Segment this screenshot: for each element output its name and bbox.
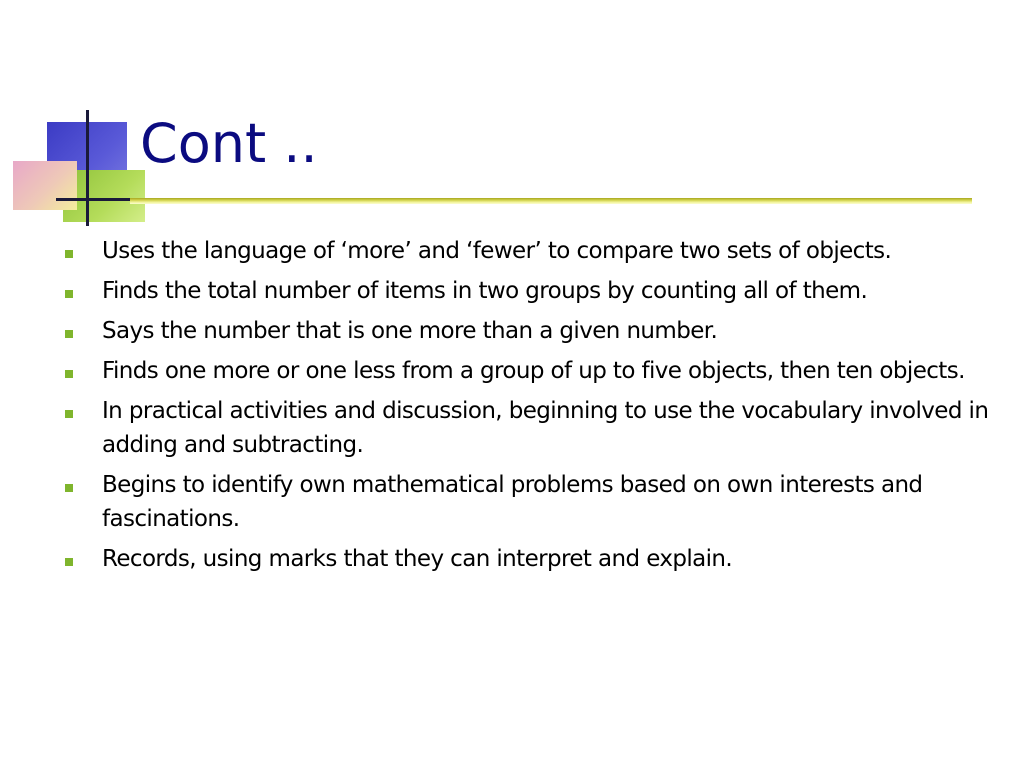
bullet-text: In practical activities and discussion, beginning to use the vocabulary involved in adding and subtracting. xyxy=(102,398,989,458)
bullet-text: Uses the language of ‘more’ and ‘fewer’ to compare two sets of objects. xyxy=(102,238,892,264)
square-bullet-icon xyxy=(65,410,73,418)
square-bullet-icon xyxy=(65,558,73,566)
decor-horizontal-line xyxy=(56,198,140,201)
bullet-text: Finds the total number of items in two groups by counting all of them. xyxy=(102,278,868,304)
bullet-text: Says the number that is one more than a given number. xyxy=(102,318,718,344)
square-bullet-icon xyxy=(65,250,73,258)
decor-pink-square xyxy=(13,161,77,210)
square-bullet-icon xyxy=(65,370,73,378)
square-bullet-icon xyxy=(65,290,73,298)
bullet-item xyxy=(60,468,1000,536)
bullet-text: Begins to identify own mathematical problems based on own interests and fascinations. xyxy=(102,472,923,532)
bullet-list xyxy=(60,234,1000,582)
bullet-item xyxy=(60,394,1000,462)
bullet-item xyxy=(60,542,1000,576)
square-bullet-icon xyxy=(65,330,73,338)
bullet-item xyxy=(60,234,1000,268)
title-underline xyxy=(130,198,972,204)
bullet-item xyxy=(60,354,1000,388)
bullet-text: Finds one more or one less from a group of up to five objects, then ten objects. xyxy=(102,358,965,384)
bullet-item xyxy=(60,274,1000,308)
bullet-item xyxy=(60,314,1000,348)
slide-title: Cont .. xyxy=(140,112,318,175)
bullet-text: Records, using marks that they can interpret and explain. xyxy=(102,546,733,572)
decor-vertical-line xyxy=(86,110,89,226)
square-bullet-icon xyxy=(65,484,73,492)
